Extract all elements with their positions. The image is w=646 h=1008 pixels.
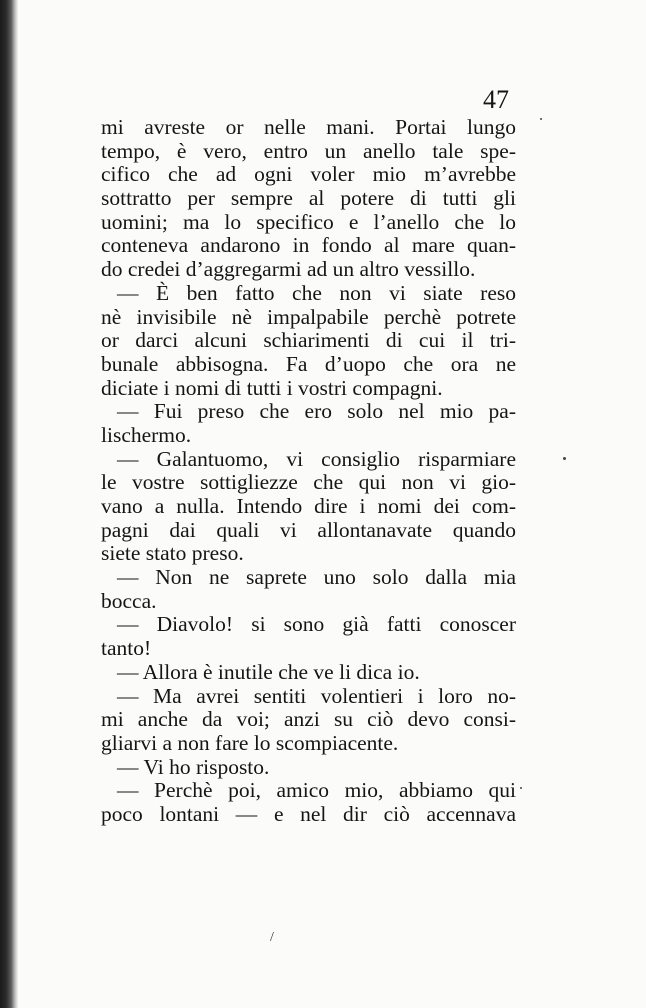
text-line: sottratto per sempre al potere di tutti gli xyxy=(101,186,516,211)
text-line: uomini; ma lo specifico e l’anello che lo xyxy=(101,209,516,234)
text-line: mi avreste or nelle mani. Portai lungo xyxy=(101,115,516,139)
text-line: bocca. xyxy=(101,588,157,613)
page-number: 47 xyxy=(483,85,509,114)
text-line: conteneva andarono in fondo al mare quan- xyxy=(101,233,516,258)
text-line: diciate i nomi di tutti i vostri compagni. xyxy=(101,375,443,400)
text-line: — Diavolo! si sono già fatti conoscer xyxy=(117,612,516,637)
text-line: gliarvi a non fare lo scompiacente. xyxy=(101,730,399,755)
text-line: or darci alcuni schiarimenti di cui il tri- xyxy=(101,328,516,353)
text-line: — Fui preso che ero solo nel mio pa- xyxy=(117,399,516,424)
text-line: tempo, è vero, entro un anello tale spe- xyxy=(101,138,516,163)
ink-speck xyxy=(520,787,522,789)
text-line: do credei d’aggregarmi ad un altro vessillo. xyxy=(101,257,476,282)
text-line: — Vi ho risposto. xyxy=(117,754,270,779)
text-line: — Galantuomo, vi consiglio risparmiare xyxy=(117,446,516,471)
text-line: siete stato preso. xyxy=(101,541,244,566)
text-line: poco lontani — e nel dir ciò accennava xyxy=(101,801,516,826)
ink-speck xyxy=(540,118,542,120)
text-line: — Ma avrei sentiti volentieri i loro no- xyxy=(117,683,516,708)
page-gutter-shadow xyxy=(0,0,18,1008)
ink-speck xyxy=(563,457,566,460)
ink-stroke: / xyxy=(270,930,274,945)
text-line: — È ben fatto che non vi siate reso xyxy=(117,280,516,305)
text-line: mi anche da voi; anzi su ciò devo consi- xyxy=(101,707,516,732)
text-line: le vostre sottigliezze che qui non vi gio- xyxy=(101,470,516,495)
text-line: cifico che ad ogni voler mio m’avrebbe xyxy=(101,162,516,187)
body-text xyxy=(101,116,516,827)
text-line: vano a nulla. Intendo dire i nomi dei com- xyxy=(101,494,516,518)
text-line: — Non ne saprete uno solo dalla mia xyxy=(117,565,516,590)
text-line: — Perchè poi, amico mio, abbiamo qui xyxy=(117,778,516,803)
text-line: bunale abbisogna. Fa d’uopo che ora ne xyxy=(101,351,516,376)
text-line: — Allora è inutile che ve li dica io. xyxy=(117,659,420,684)
text-line: pagni dai quali vi allontanavate quando xyxy=(101,517,516,542)
text-line: nè invisibile nè impalpabile perchè potrete xyxy=(101,304,516,329)
text-line: lischermo. xyxy=(101,422,192,447)
text-line: tanto! xyxy=(101,636,152,661)
